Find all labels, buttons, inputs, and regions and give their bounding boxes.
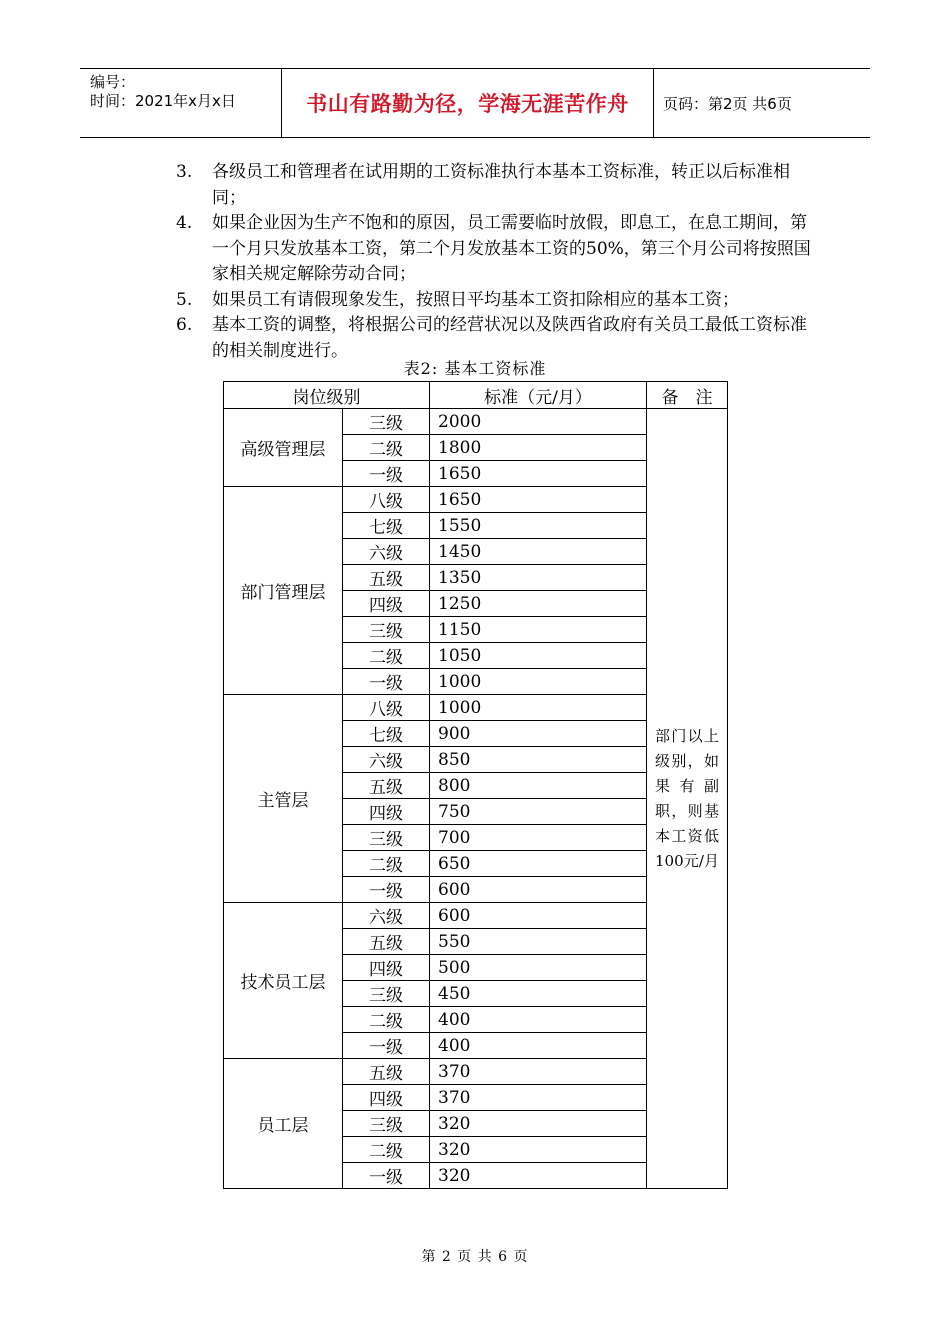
standard-value-cell: 450 xyxy=(430,981,647,1007)
group-name-cell: 技术员工层 xyxy=(224,903,343,1059)
standard-value-cell: 500 xyxy=(430,955,647,981)
list-item-number: 6. xyxy=(176,315,193,335)
list-item-text: 基本工资的调整，将根据公司的经营状况以及陕西省政府有关员工最低工资标准的相关制度进行。 xyxy=(212,315,807,361)
group-name-cell: 主管层 xyxy=(224,695,343,903)
list-item-number: 5. xyxy=(176,289,193,310)
standard-value-cell: 1450 xyxy=(430,539,647,565)
level-cell: 二级 xyxy=(343,1137,430,1163)
list-item xyxy=(176,211,816,288)
standard-value-cell: 370 xyxy=(430,1085,647,1111)
standard-value-cell: 600 xyxy=(430,877,647,903)
standard-value-cell: 900 xyxy=(430,721,647,747)
header-page-cell xyxy=(653,69,870,137)
standard-value-cell: 1650 xyxy=(430,487,647,513)
remark-cell: 部门以上级别，如果有副职，则基本工资低100元/月 xyxy=(647,409,728,1189)
level-cell: 二级 xyxy=(343,851,430,877)
group-name-cell: 高级管理层 xyxy=(224,409,343,487)
standard-value-cell: 550 xyxy=(430,929,647,955)
level-cell: 二级 xyxy=(343,435,430,461)
list-item xyxy=(176,160,816,211)
numbered-list xyxy=(176,160,816,364)
list-item-number: 3. xyxy=(176,162,193,182)
standard-value-cell: 700 xyxy=(430,825,647,851)
standard-value-cell: 850 xyxy=(430,747,647,773)
standard-value-cell: 1000 xyxy=(430,669,647,695)
standard-value-cell: 1350 xyxy=(430,565,647,591)
level-cell: 四级 xyxy=(343,799,430,825)
level-cell: 四级 xyxy=(343,955,430,981)
page-info: 页码：第2页 共6页 xyxy=(663,94,792,113)
level-cell: 八级 xyxy=(343,695,430,721)
level-cell: 四级 xyxy=(343,591,430,617)
level-cell: 一级 xyxy=(343,461,430,487)
header-slogan-cell xyxy=(281,69,654,137)
slogan: 书山有路勤为径，学海无涯苦作舟 xyxy=(306,92,629,116)
level-cell: 二级 xyxy=(343,1007,430,1033)
standard-value-cell: 1050 xyxy=(430,643,647,669)
level-cell: 五级 xyxy=(343,1059,430,1085)
standard-value-cell: 1000 xyxy=(430,695,647,721)
standard-value-cell: 400 xyxy=(430,1007,647,1033)
level-cell: 六级 xyxy=(343,903,430,929)
wage-table xyxy=(223,381,728,1189)
standard-value-cell: 600 xyxy=(430,903,647,929)
level-cell: 三级 xyxy=(343,1111,430,1137)
level-cell: 四级 xyxy=(343,1085,430,1111)
list-item-text: 如果员工有请假现象发生，按照日平均基本工资扣除相应的基本工资； xyxy=(212,289,739,310)
standard-value-cell: 1550 xyxy=(430,513,647,539)
standard-value-cell: 320 xyxy=(430,1137,647,1163)
col-header-standard: 标准（元/月） xyxy=(430,382,647,409)
standard-value-cell: 1150 xyxy=(430,617,647,643)
list-item xyxy=(176,288,816,314)
table-header-row xyxy=(224,382,728,409)
standard-value-cell: 1800 xyxy=(430,435,647,461)
group-name-cell: 部门管理层 xyxy=(224,487,343,695)
level-cell: 一级 xyxy=(343,1163,430,1189)
header-meta xyxy=(80,69,280,137)
time-label: 时间：2021年x月x日 xyxy=(90,92,236,110)
group-name-cell: 员工层 xyxy=(224,1059,343,1189)
table-caption: 表2: 基本工资标准 xyxy=(403,359,547,378)
level-cell: 七级 xyxy=(343,513,430,539)
col-header-position: 岗位级别 xyxy=(224,382,430,409)
level-cell: 一级 xyxy=(343,877,430,903)
level-cell: 一级 xyxy=(343,669,430,695)
standard-value-cell: 370 xyxy=(430,1059,647,1085)
standard-value-cell: 400 xyxy=(430,1033,647,1059)
standard-value-cell: 1250 xyxy=(430,591,647,617)
level-cell: 三级 xyxy=(343,409,430,435)
standard-value-cell: 650 xyxy=(430,851,647,877)
level-cell: 六级 xyxy=(343,747,430,773)
list-item xyxy=(176,313,816,364)
list-item-text: 如果企业因为生产不饱和的原因，员工需要临时放假，即息工，在息工期间，第一个月只发放基本工资，第二个月发放基本工资的50%，第三个月公司将按照国家相关规定解除劳动合同； xyxy=(212,213,811,284)
level-cell: 五级 xyxy=(343,565,430,591)
level-cell: 三级 xyxy=(343,981,430,1007)
standard-value-cell: 1650 xyxy=(430,461,647,487)
standard-value-cell: 800 xyxy=(430,773,647,799)
standard-value-cell: 320 xyxy=(430,1111,647,1137)
list-item-text: 各级员工和管理者在试用期的工资标准执行本基本工资标准，转正以后标准相同； xyxy=(212,162,790,208)
level-cell: 二级 xyxy=(343,643,430,669)
level-cell: 五级 xyxy=(343,773,430,799)
level-cell: 三级 xyxy=(343,617,430,643)
table-row xyxy=(224,409,728,435)
level-cell: 八级 xyxy=(343,487,430,513)
level-cell: 七级 xyxy=(343,721,430,747)
page-header xyxy=(80,68,870,138)
col-header-remark: 备 注 xyxy=(647,382,728,409)
standard-value-cell: 2000 xyxy=(430,409,647,435)
standard-value-cell: 750 xyxy=(430,799,647,825)
standard-value-cell: 320 xyxy=(430,1163,647,1189)
number-label: 编号： xyxy=(90,73,136,91)
level-cell: 三级 xyxy=(343,825,430,851)
level-cell: 五级 xyxy=(343,929,430,955)
level-cell: 一级 xyxy=(343,1033,430,1059)
list-item-number: 4. xyxy=(176,213,193,233)
page-footer: 第 2 页 共 6 页 xyxy=(421,1249,529,1265)
level-cell: 六级 xyxy=(343,539,430,565)
